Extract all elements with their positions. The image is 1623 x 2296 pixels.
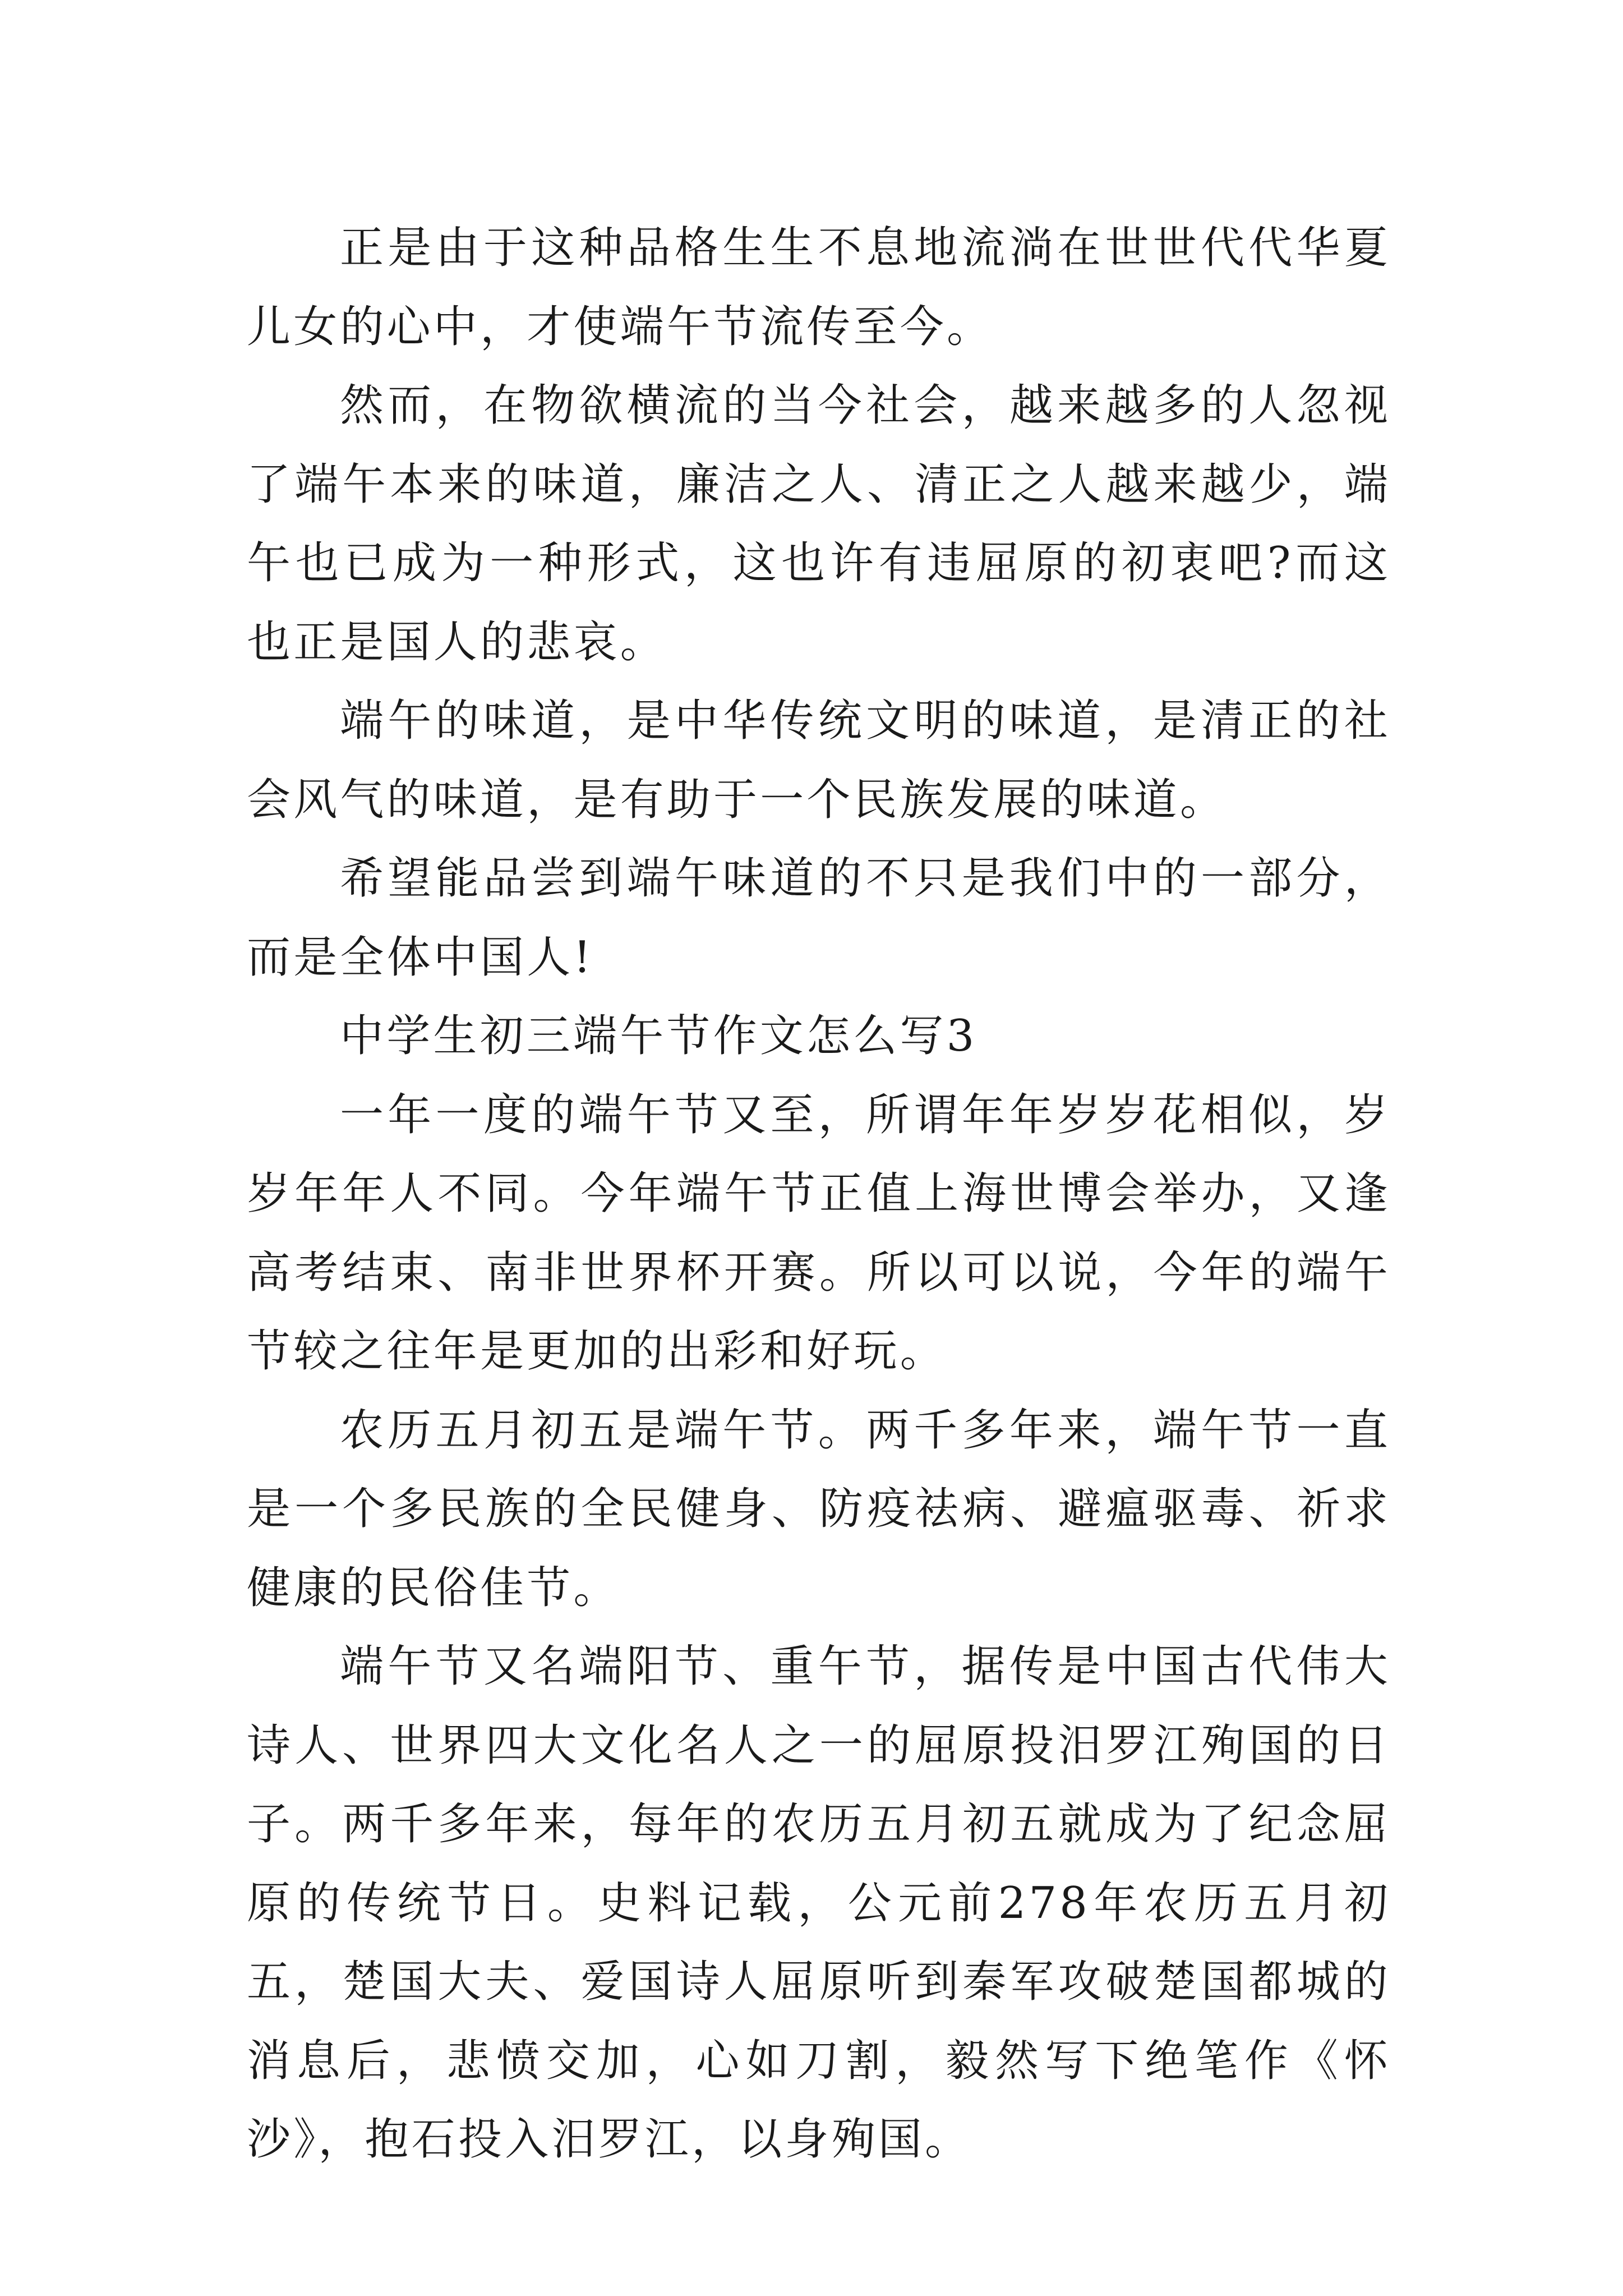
paragraph-3: 端午的味道，是中华传统文明的味道，是清正的社会风气的味道，是有助于一个民族发展的味道。: [247, 696, 1391, 825]
section-paragraph-2: 农历五月初五是端午节。两千多年来，端午节一直是一个多民族的全民健身、防疫祛病、避瘟驱毒、祈求健康的民俗佳节。: [247, 1405, 1391, 1613]
section-paragraph-1: 一年一度的端午节又至，所谓年年岁岁花相似，岁岁年年人不同。今年端午节正值上海世博会举办，又逢高考结束、南非世界杯开赛。所以可以说，今年的端午节较之往年是更加的出彩和好玩。: [247, 1089, 1391, 1377]
paragraph-1: 正是由于这种品格生生不息地流淌在世世代代华夏儿女的心中，才使端午节流传至今。: [247, 223, 1391, 352]
paragraph-2: 然而，在物欲横流的当今社会，越来越多的人忽视了端午本来的味道，廉洁之人、清正之人越来越少，端午也已成为一种形式，这也许有违屈原的初衷吧?而这也正是国人的悲哀。: [247, 380, 1391, 668]
section-paragraph-3: 端午节又名端阳节、重午节，据传是中国古代伟大诗人、世界四大文化名人之一的屈原投汨罗江殉国的日子。两千多年来，每年的农历五月初五就成为了纪念屈原的传统节日。史料记载，公元前278年农历五月初五，楚国大夫、爱国诗人屈原听到秦军攻破楚国都城的消息后，悲愤交加，心如刀割，毅然写下绝笔作《怀沙》，抱石投入汨罗江，以身殉国。: [247, 1641, 1391, 2165]
section-heading: 中学生初三端午节作文怎么写3: [340, 1011, 978, 1061]
document-body: [247, 209, 1391, 2179]
paragraph-4: 希望能品尝到端午味道的不只是我们中的一部分，而是全体中国人!: [247, 853, 1391, 983]
